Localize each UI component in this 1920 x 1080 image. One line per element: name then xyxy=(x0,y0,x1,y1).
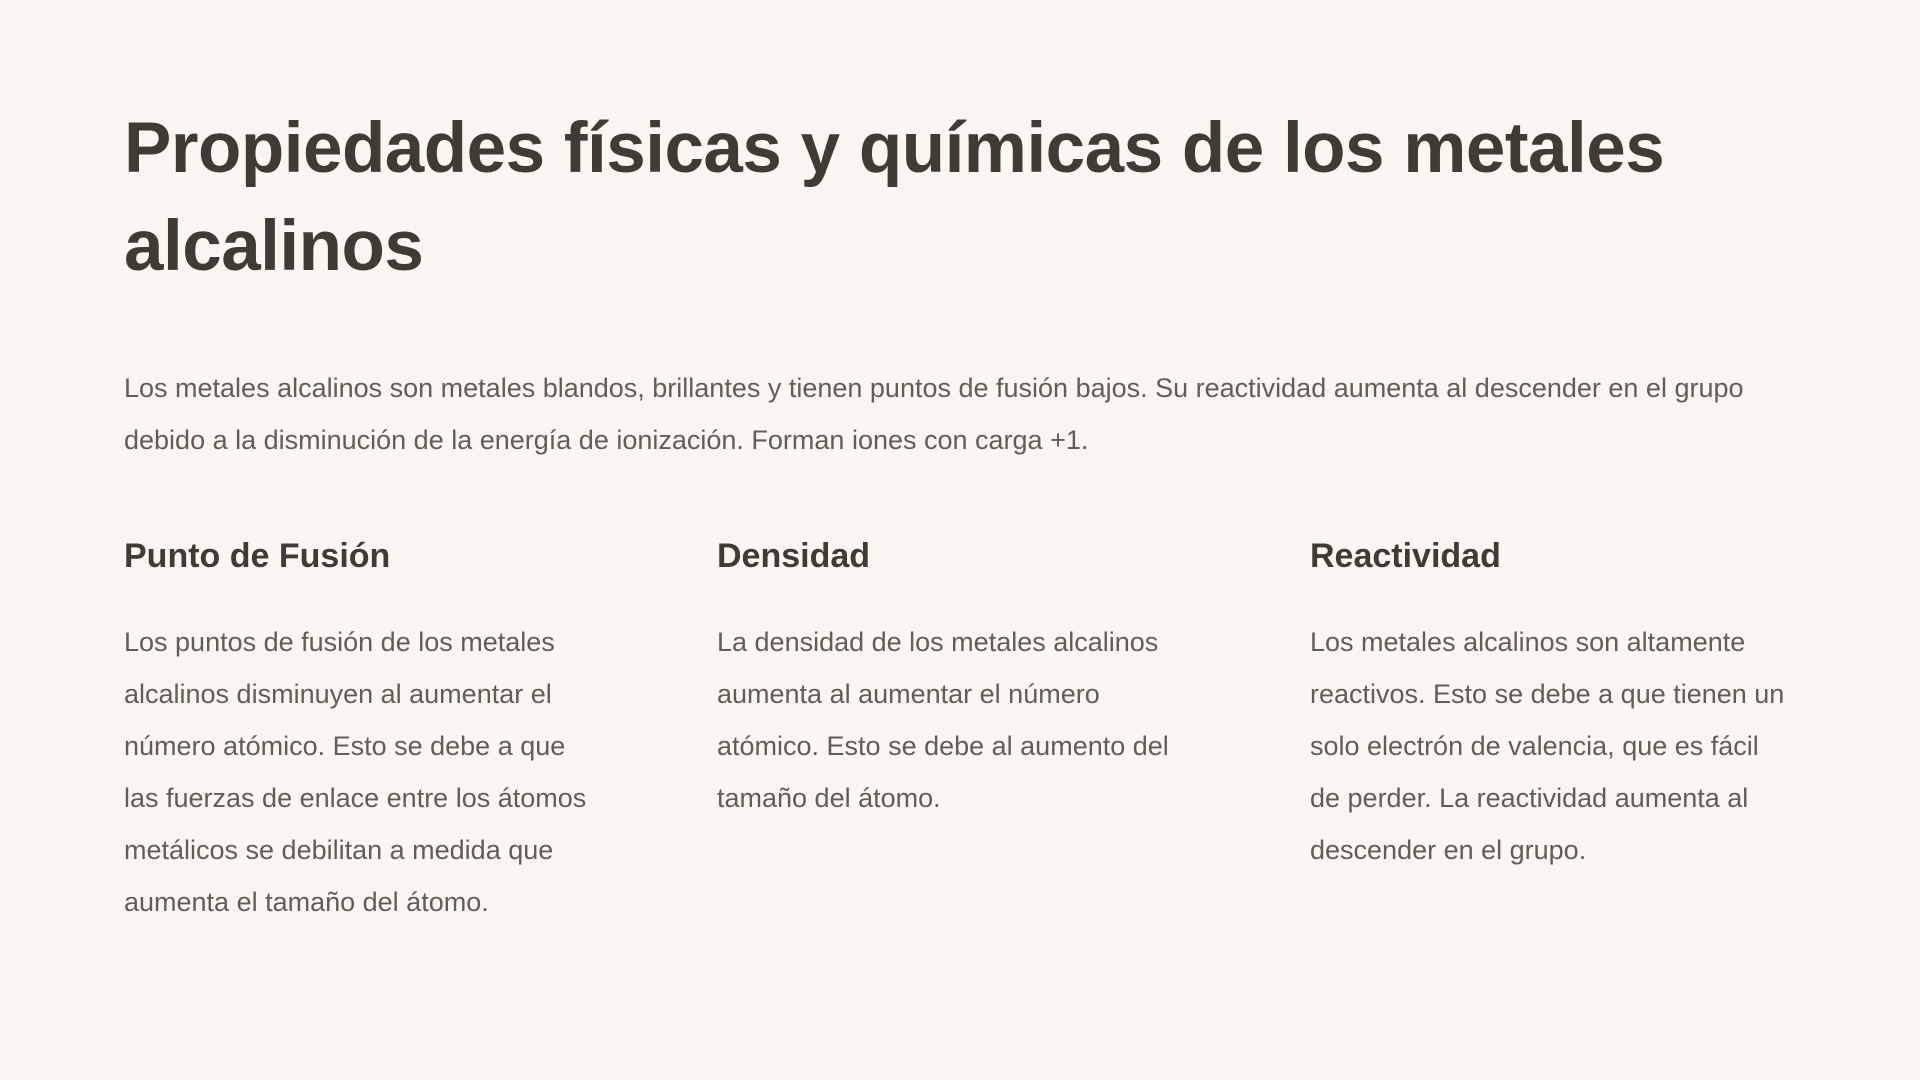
slide-title: Propiedades físicas y químicas de los metales alcalinos xyxy=(124,109,1665,286)
column-heading: Punto de Fusión xyxy=(124,537,391,575)
column-text: Los metales alcalinos son altamente reactivos. Esto se debe a que tienen un solo electrón de valencia, que es fácil de perder. La reactividad aumenta al descender en el grupo. xyxy=(1310,627,1785,865)
property-columns xyxy=(124,534,1796,928)
column-heading: Reactividad xyxy=(1310,537,1501,575)
column-text: La densidad de los metales alcalinos aumenta al aumentar el número atómico. Esto se debe al aumento del tamaño del átomo. xyxy=(717,627,1169,813)
column-text: Los puntos de fusión de los metales alcalinos disminuyen al aumentar el número atómico. Esto se debe a que las fuerzas de enlace entre los átomos metálicos se debilitan a medida que aumenta el tamaño del átomo. xyxy=(124,627,587,917)
column-reactivity xyxy=(1310,534,1785,928)
column-heading: Densidad xyxy=(717,537,871,575)
column-density xyxy=(717,534,1192,928)
column-melting-point xyxy=(124,534,599,928)
intro-paragraph: Los metales alcalinos son metales blandos, brillantes y tienen puntos de fusión bajos. Su reactividad aumenta al descender en el grupo debido a la disminución de la energía de ionización. Forman iones con carga +1. xyxy=(124,373,1744,455)
